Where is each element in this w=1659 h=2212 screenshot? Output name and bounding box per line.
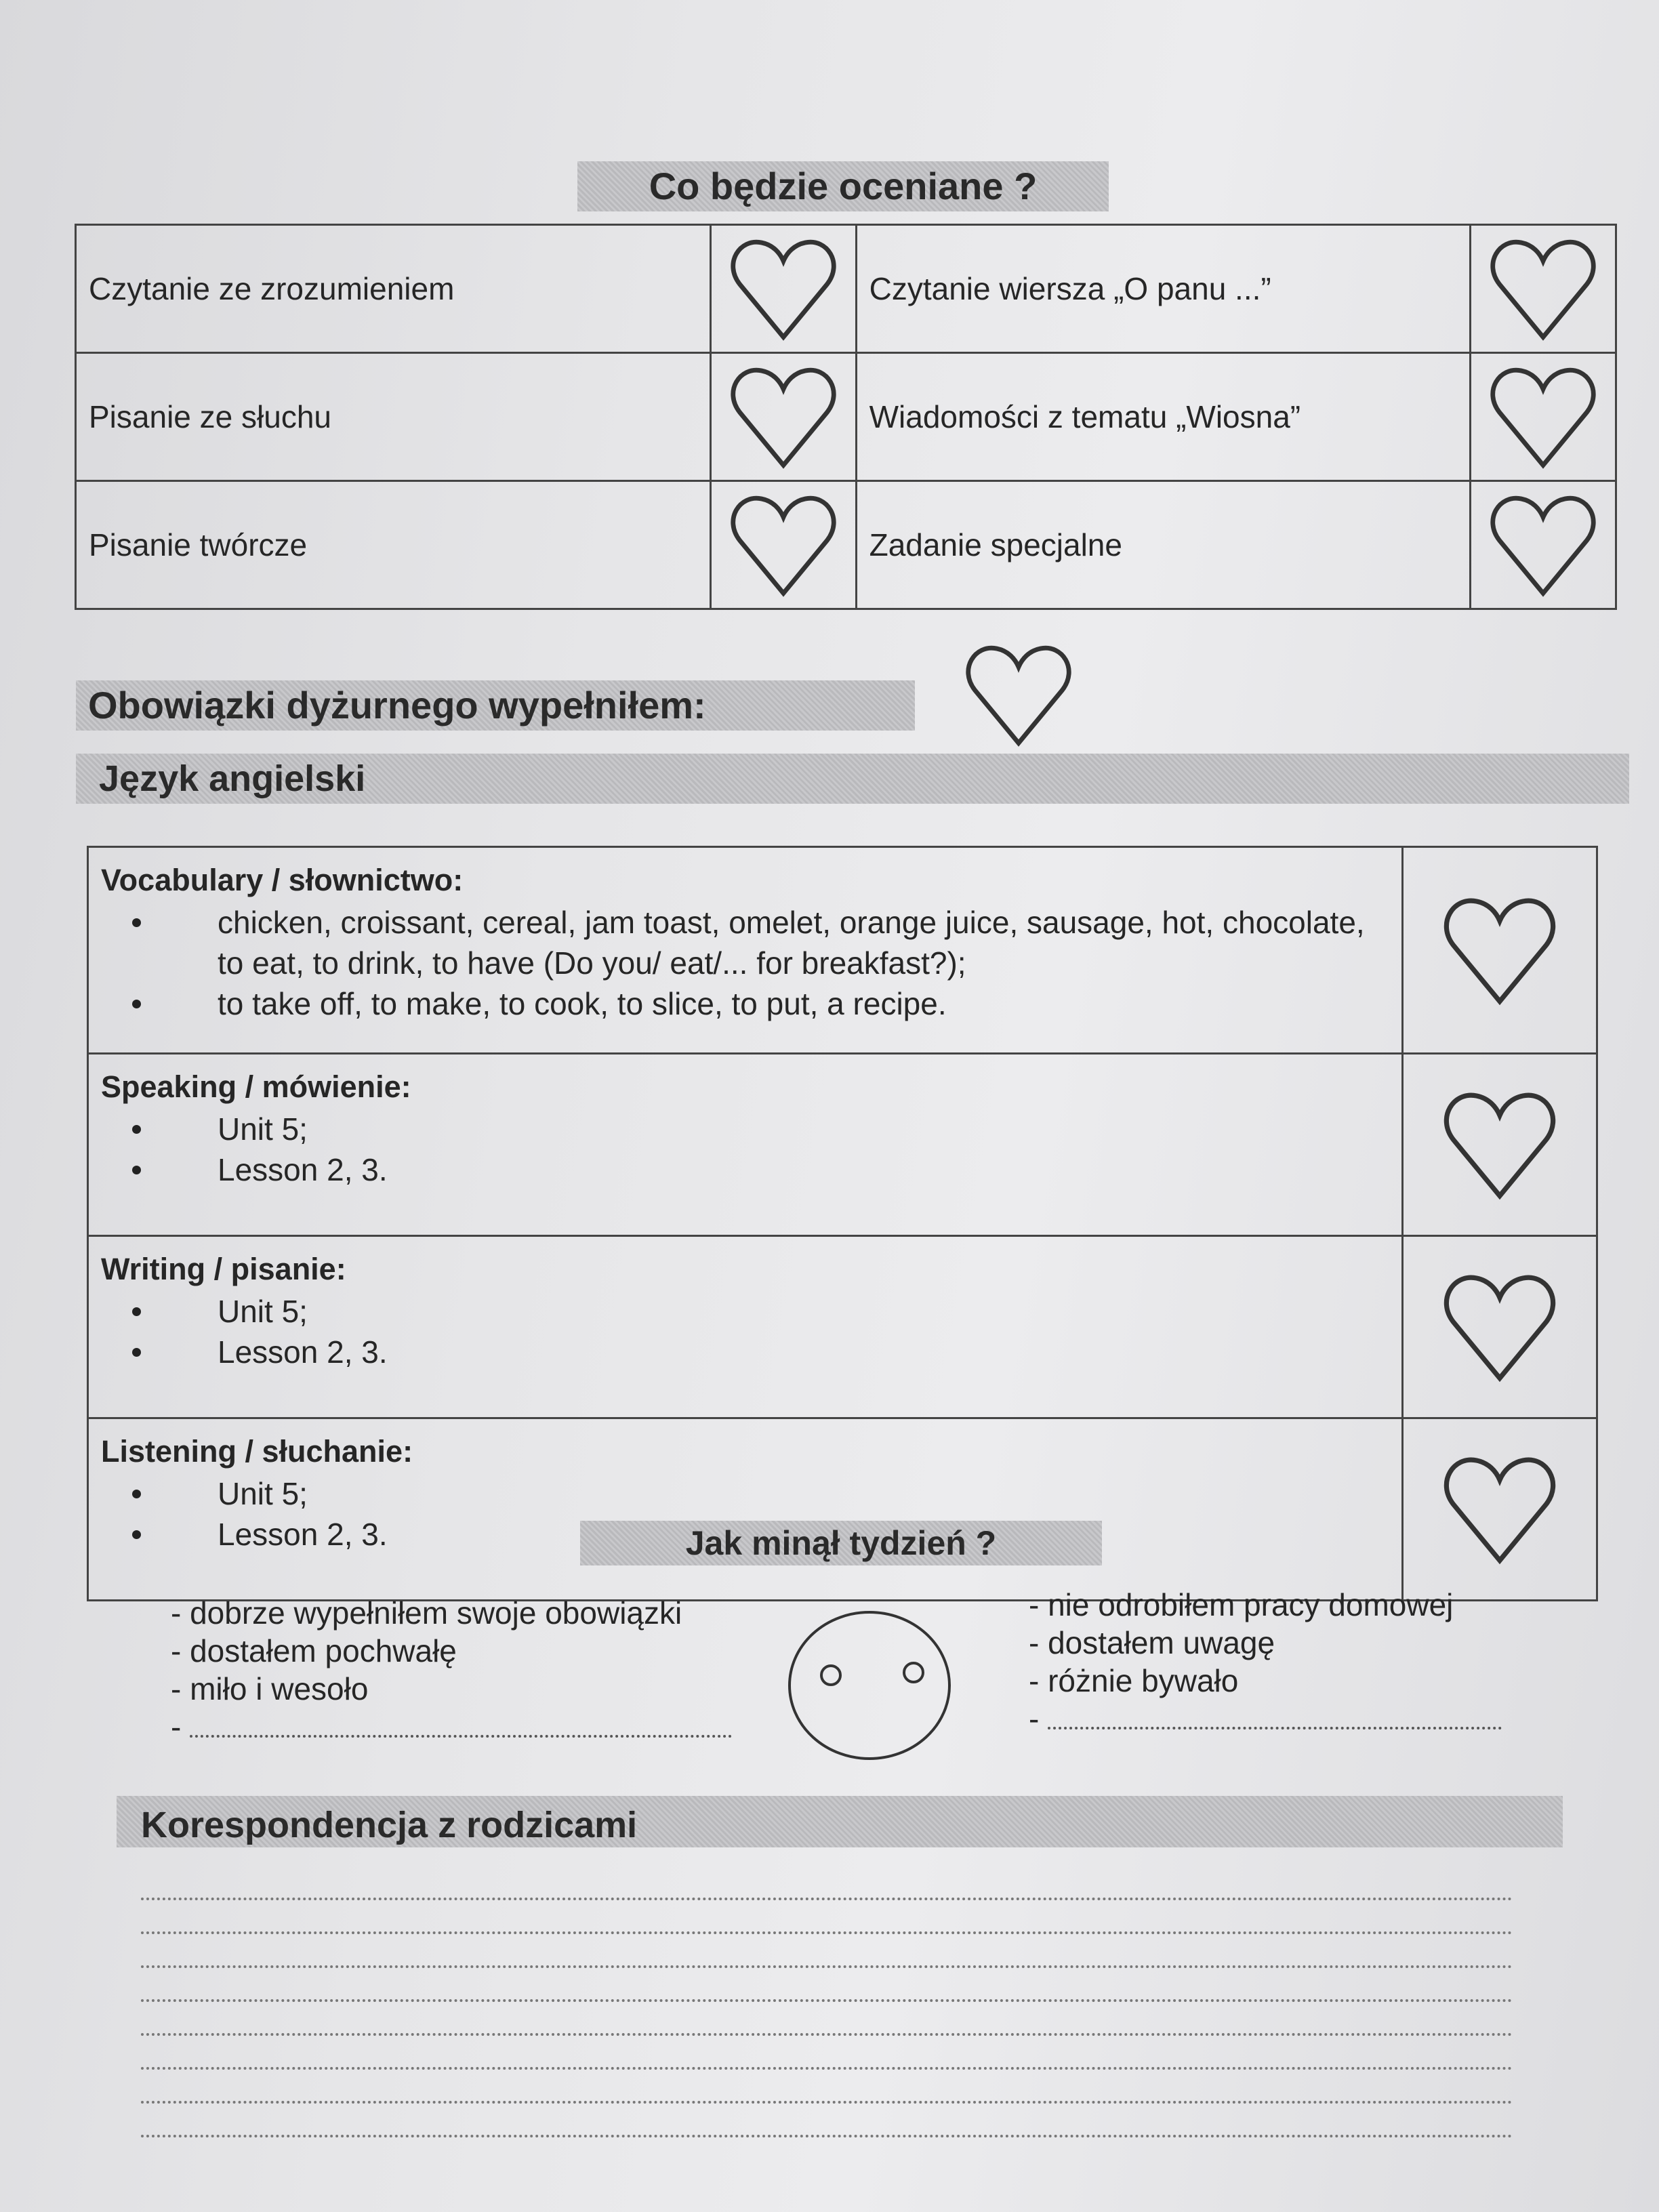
writing-line[interactable] (141, 2067, 1513, 2070)
writing-line[interactable] (141, 2135, 1513, 2137)
heart-icon[interactable] (726, 487, 841, 602)
week-option: - różnie bywało (1029, 1663, 1239, 1698)
week-options-left (171, 1594, 732, 1746)
bullet-list (101, 1291, 1388, 1372)
heart-icon[interactable] (1486, 359, 1601, 474)
writing-line[interactable] (141, 2101, 1513, 2104)
list-item: Lesson 2, 3. (101, 1332, 1388, 1372)
grading-row (76, 481, 1616, 609)
week-option: - dobrze wypełniłem swoje obowiązki (171, 1595, 682, 1631)
face-icon[interactable] (785, 1607, 954, 1763)
writing-line[interactable] (141, 1898, 1513, 1900)
section-title: Speaking / mówienie: (101, 1069, 411, 1104)
duty-title: Obowiązki dyżurnego wypełniłem: (76, 680, 915, 731)
list-item: chicken, croissant, cereal, jam toast, omelet, orange juice, sausage, hot, chocolate, to eat, to drink, to have (Do you/ eat/... for breakfast?); (101, 902, 1388, 983)
section-title: Listening / słuchanie: (101, 1434, 413, 1469)
heart-icon[interactable] (1486, 487, 1601, 602)
heart-icon[interactable] (1439, 1448, 1561, 1570)
heart-icon[interactable] (1439, 1266, 1561, 1388)
grading-row (76, 225, 1616, 353)
grading-item: Wiadomości z tematu „Wiosna” (856, 353, 1471, 481)
writing-line[interactable] (141, 1999, 1513, 2002)
list-item: Lesson 2, 3. (101, 1149, 1388, 1190)
list-item: Lesson 2, 3. (101, 1514, 1388, 1555)
list-item: Unit 5; (101, 1473, 1388, 1514)
list-item: to take off, to make, to cook, to slice, to put, a recipe. (101, 983, 1388, 1024)
week-option: - (1029, 1701, 1040, 1736)
english-row (88, 1418, 1597, 1601)
heart-icon[interactable] (1439, 889, 1561, 1011)
english-row (88, 847, 1597, 1054)
bullet-list (101, 1109, 1388, 1190)
week-option: - dostałem uwagę (1029, 1625, 1275, 1660)
list-item: Unit 5; (101, 1109, 1388, 1149)
section-title: Writing / pisanie: (101, 1252, 346, 1286)
writing-line[interactable] (141, 1965, 1513, 1968)
english-row (88, 1236, 1597, 1418)
writing-line[interactable] (141, 1931, 1513, 1934)
week-option: - nie odrobiłem pracy domowej (1029, 1587, 1454, 1622)
heart-icon[interactable] (961, 637, 1076, 752)
heart-icon[interactable] (1439, 1084, 1561, 1206)
english-title: Język angielski (76, 754, 1629, 804)
grading-item: Pisanie ze słuchu (76, 353, 711, 481)
english-row (88, 1054, 1597, 1236)
grading-item: Zadanie specjalne (856, 481, 1471, 609)
week-option: - dostałem pochwałę (171, 1633, 457, 1668)
heart-icon[interactable] (726, 359, 841, 474)
correspondence-title: Korespondencja z rodzicami (117, 1796, 1563, 1847)
fill-in-line[interactable] (1048, 1704, 1502, 1729)
week-option: - miło i wesoło (171, 1671, 369, 1706)
english-table (87, 846, 1598, 1601)
grading-item: Pisanie twórcze (76, 481, 711, 609)
grading-item: Czytanie wiersza „O panu ...” (856, 225, 1471, 353)
heart-icon[interactable] (726, 231, 841, 346)
heart-icon[interactable] (1486, 231, 1601, 346)
grading-item: Czytanie ze zrozumieniem (76, 225, 711, 353)
list-item: Unit 5; (101, 1291, 1388, 1332)
bullet-list (101, 902, 1388, 1024)
grading-title: Co będzie oceniane ? (577, 161, 1109, 211)
section-title: Vocabulary / słownictwo: (101, 863, 464, 897)
grading-row (76, 353, 1616, 481)
week-option: - (171, 1709, 182, 1744)
writing-line[interactable] (141, 2033, 1513, 2036)
grading-table (75, 224, 1617, 610)
week-title: Jak minął tydzień ? (580, 1521, 1102, 1565)
week-options-right (1029, 1586, 1502, 1738)
fill-in-line[interactable] (190, 1712, 732, 1738)
